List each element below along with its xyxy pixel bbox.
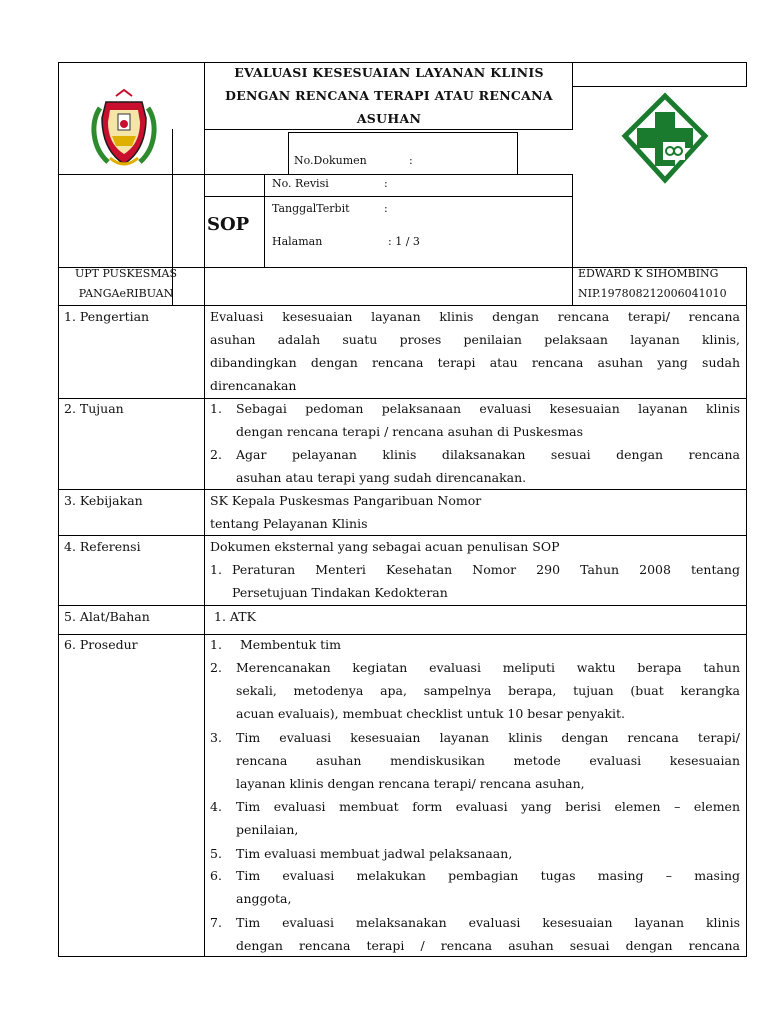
list-item: Agar pelayanan klinis dilaksanakan sesuai dengan rencana <box>236 447 740 462</box>
list-item: dengan rencana terapi / rencana asuhan di Puskesmas <box>236 424 584 439</box>
list-item: dengan rencana terapi / rencana asuhan sesuai dengan rencana <box>236 938 740 953</box>
list-item: Peraturan Menteri Kesehatan Nomor 290 Tahun 2008 tentang <box>232 562 740 577</box>
list-item: Membentuk tim <box>240 637 341 652</box>
list-item: Persetujuan Tindakan Kedokteran <box>232 585 448 600</box>
document-title <box>205 61 573 130</box>
list-number: 1. <box>210 401 222 416</box>
list-item: Tim evaluasi kesesuaian layanan klinis dengan rencana terapi/ <box>236 730 740 745</box>
list-item: Tim evaluasi membuat jadwal pelaksanaan, <box>236 846 513 861</box>
head-name: EDWARD K SIHOMBING <box>578 267 719 280</box>
list-number: 6. <box>210 868 222 883</box>
title-line-3: ASUHAN <box>356 111 422 126</box>
head-nip: NIP.197808212006041010 <box>578 287 727 300</box>
list-item: rencana asuhan mendiskusikan metode evaluasi kesesuaian <box>236 753 740 768</box>
list-number: 3. <box>210 730 222 745</box>
pengertian-label: 1. Pengertian <box>64 309 150 324</box>
list-number: 1. <box>210 637 222 652</box>
revisi-value: : <box>384 177 388 190</box>
pengertian-line: dibandingkan dengan rencana terapi atau rencana asuhan yang sudah <box>210 355 740 370</box>
title-line-2: DENGAN RENCANA TERAPI ATAU RENCANA <box>225 88 553 103</box>
list-number: 5. <box>210 846 222 861</box>
kebijakan-label: 3. Kebijakan <box>64 493 143 508</box>
list-item: Tim evaluasi melaksanakan evaluasi kesesuaian layanan klinis <box>236 915 740 930</box>
halaman-value: : 1 / 3 <box>388 235 420 248</box>
pengertian-line: asuhan adalah suatu proses penilaian pelaksaan layanan klinis, <box>210 332 740 347</box>
referensi-label: 4. Referensi <box>64 539 141 554</box>
list-number: 2. <box>210 660 222 675</box>
revisi-label: No. Revisi <box>272 177 329 190</box>
list-item: Tim evaluasi membuat form evaluasi yang berisi elemen – elemen <box>236 799 740 814</box>
list-item: Merencanakan kegiatan evaluasi meliputi waktu berapa tahun <box>236 660 740 675</box>
tanggal-label: TanggalTerbit <box>272 202 350 215</box>
puskesmas-logo-icon <box>621 92 709 184</box>
kebijakan-line: SK Kepala Puskesmas Pangaribuan Nomor <box>210 493 482 508</box>
list-number: 2. <box>210 447 222 462</box>
halaman-label: Halaman <box>272 235 323 248</box>
list-item: layanan klinis dengan rencana terapi/ rencana asuhan, <box>236 776 585 791</box>
org-line-2: PANGAeRIBUAN <box>78 287 174 300</box>
org-line-1: UPT PUSKESMAS <box>74 267 178 280</box>
list-item: asuhan atau terapi yang sudah direncanakan. <box>236 470 527 485</box>
referensi-intro: Dokumen eksternal yang sebagai acuan penulisan SOP <box>210 539 560 554</box>
alat-label: 5. Alat/Bahan <box>64 609 150 624</box>
pengertian-line: Evaluasi kesesuaian layanan klinis dengan rencana terapi/ rencana <box>210 309 740 324</box>
tujuan-label: 2. Tujuan <box>64 401 124 416</box>
prosedur-label: 6. Prosedur <box>64 637 138 652</box>
doc-no-label: No.Dokumen <box>294 154 367 167</box>
list-item: Tim evaluasi melakukan pembagian tugas masing – masing <box>236 868 740 883</box>
list-item: anggota, <box>236 891 292 906</box>
list-item: Sebagai pedoman pelaksanaan evaluasi kesesuaian layanan klinis <box>236 401 740 416</box>
kebijakan-line: tentang Pelayanan Klinis <box>210 516 368 531</box>
sop-label: SOP <box>207 214 250 235</box>
alat-item: 1. ATK <box>214 609 256 624</box>
regency-emblem-icon <box>86 88 162 172</box>
list-item: sekali, metodenya apa, sampelnya berapa, tujuan (buat kerangka <box>236 683 740 698</box>
list-number: 1. <box>210 562 222 577</box>
tanggal-value: : <box>384 202 388 215</box>
list-number: 7. <box>210 915 222 930</box>
doc-no-value: : <box>409 154 413 167</box>
list-item: penilaian, <box>236 822 299 837</box>
title-line-1: EVALUASI KESESUAIAN LAYANAN KLINIS <box>234 65 544 80</box>
pengertian-line: direncanakan <box>210 378 297 393</box>
list-number: 4. <box>210 799 222 814</box>
list-item: acuan evaluais), membuat checklist untuk 10 besar penyakit. <box>236 706 626 721</box>
